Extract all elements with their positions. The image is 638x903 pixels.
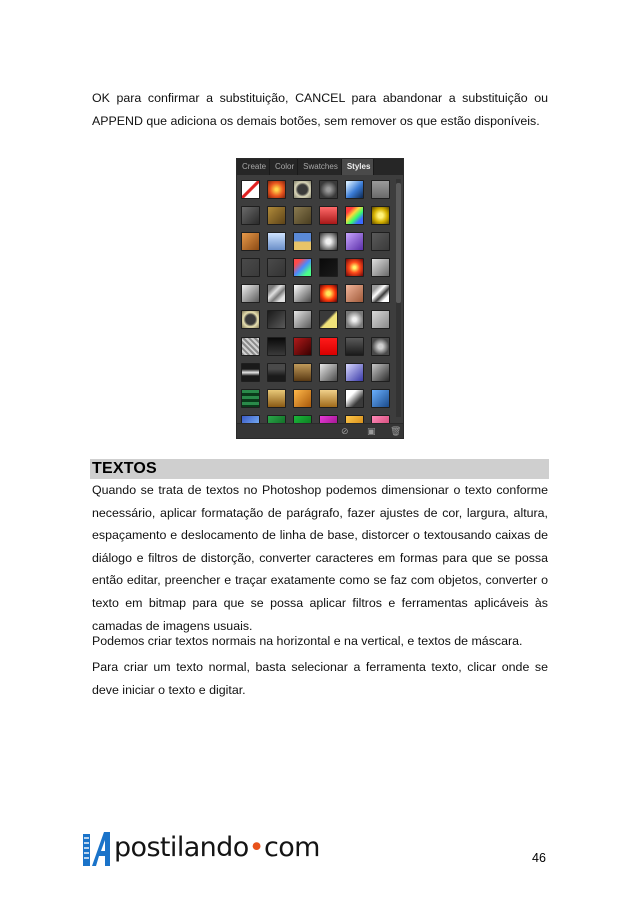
style-swatch[interactable]: [293, 310, 312, 329]
style-swatch[interactable]: [241, 232, 260, 251]
logo-dot: •: [248, 832, 264, 863]
style-swatch[interactable]: [345, 389, 364, 408]
style-swatch[interactable]: [371, 258, 390, 277]
style-swatch[interactable]: [371, 232, 390, 251]
style-swatch[interactable]: [293, 180, 312, 199]
style-swatch[interactable]: [293, 206, 312, 225]
style-swatch[interactable]: [267, 389, 286, 408]
style-swatch[interactable]: [371, 180, 390, 199]
style-swatch[interactable]: [371, 310, 390, 329]
style-swatch[interactable]: [371, 284, 390, 303]
intro-paragraph: OK para confirmar a substituição, CANCEL para abandonar a substituição ou APPEND que adiciona os demais botões, sem remover os que estão disponíveis.: [92, 91, 548, 128]
style-swatch[interactable]: [371, 206, 390, 225]
styles-panel: [236, 158, 404, 439]
style-swatch[interactable]: [267, 206, 286, 225]
section-title: TEXTOS: [92, 460, 157, 477]
style-swatch[interactable]: [345, 337, 364, 356]
style-swatch[interactable]: [319, 310, 338, 329]
style-swatch[interactable]: [345, 284, 364, 303]
style-swatch[interactable]: [267, 310, 286, 329]
panel-scrollbar[interactable]: [396, 179, 401, 417]
new-style-icon[interactable]: ▣: [367, 426, 376, 436]
style-swatch[interactable]: [319, 284, 338, 303]
logo-mark-icon: [82, 826, 112, 870]
style-swatch[interactable]: [293, 284, 312, 303]
textos-paragraph-2: Podemos criar textos normais na horizontal e na vertical, e textos de máscara.: [92, 634, 523, 648]
style-swatch[interactable]: [267, 284, 286, 303]
style-swatch[interactable]: [267, 363, 286, 382]
logo-text-main: postilando: [114, 832, 249, 863]
style-swatch[interactable]: [319, 363, 338, 382]
textos-paragraph-3: Para criar um texto normal, basta selecionar a ferramenta texto, clicar onde se deve iniciar o texto e digitar.: [92, 660, 548, 697]
style-swatch[interactable]: [267, 337, 286, 356]
style-swatch[interactable]: [319, 389, 338, 408]
style-swatch[interactable]: [345, 232, 364, 251]
style-swatch[interactable]: [319, 337, 338, 356]
style-swatch[interactable]: [371, 337, 390, 356]
panel-tab-bar: [237, 159, 403, 175]
style-swatch[interactable]: [371, 363, 390, 382]
scrollbar-thumb[interactable]: [396, 183, 401, 303]
no-style-icon[interactable]: ⊘: [341, 426, 349, 436]
style-swatch[interactable]: [319, 180, 338, 199]
style-swatch[interactable]: [241, 258, 260, 277]
tab-styles[interactable]: Styles: [342, 159, 375, 175]
tab-color[interactable]: Color: [270, 159, 298, 175]
style-swatch[interactable]: [319, 206, 338, 225]
logo-text-suffix: com: [263, 832, 320, 863]
style-swatch[interactable]: [241, 310, 260, 329]
style-swatch[interactable]: [241, 284, 260, 303]
textos-paragraph-1: Quando se trata de textos no Photoshop podemos dimensionar o texto conforme necessário, aplicar formatação de parágrafo, fazer ajustes de cor, largura, altura, espaçamento e deslocamento de linha de base, distorcer o textousando caixas de diálogo e filtros de distorção, converter caracteres em formas para que se possa então editar, preencher e traçar exatamente como se faz com objetos, converter o texto em bitmap para que se possa aplicar filtros e ferramentas aplicáveis às camadas de imagens usuais.: [92, 483, 548, 633]
style-swatch[interactable]: [241, 363, 260, 382]
style-swatch[interactable]: [267, 258, 286, 277]
style-swatch[interactable]: [241, 206, 260, 225]
logo-wordmark: [114, 832, 320, 863]
style-swatch[interactable]: [267, 180, 286, 199]
style-swatch[interactable]: [241, 180, 260, 199]
style-swatch[interactable]: [319, 258, 338, 277]
tab-swatches[interactable]: Swatches: [298, 159, 342, 175]
style-swatch[interactable]: [345, 206, 364, 225]
section-header: [90, 459, 549, 479]
style-swatch[interactable]: [293, 363, 312, 382]
style-swatch[interactable]: [345, 310, 364, 329]
trash-icon[interactable]: 🗑: [390, 426, 402, 436]
style-swatch[interactable]: [241, 389, 260, 408]
style-swatch[interactable]: [293, 258, 312, 277]
style-swatch[interactable]: [293, 389, 312, 408]
style-swatch[interactable]: [319, 232, 338, 251]
style-swatch-grid: [241, 180, 390, 434]
style-swatch[interactable]: [293, 232, 312, 251]
style-swatch[interactable]: [293, 337, 312, 356]
style-swatch[interactable]: [267, 232, 286, 251]
style-swatch[interactable]: [345, 258, 364, 277]
style-swatch[interactable]: [345, 180, 364, 199]
style-swatch[interactable]: [371, 389, 390, 408]
page-number: 46: [532, 851, 546, 865]
panel-bottom-bar: [237, 423, 403, 438]
tab-create[interactable]: Create: [237, 159, 270, 175]
style-swatch[interactable]: [345, 363, 364, 382]
postilando-logo: [82, 826, 320, 870]
style-swatch[interactable]: [241, 337, 260, 356]
